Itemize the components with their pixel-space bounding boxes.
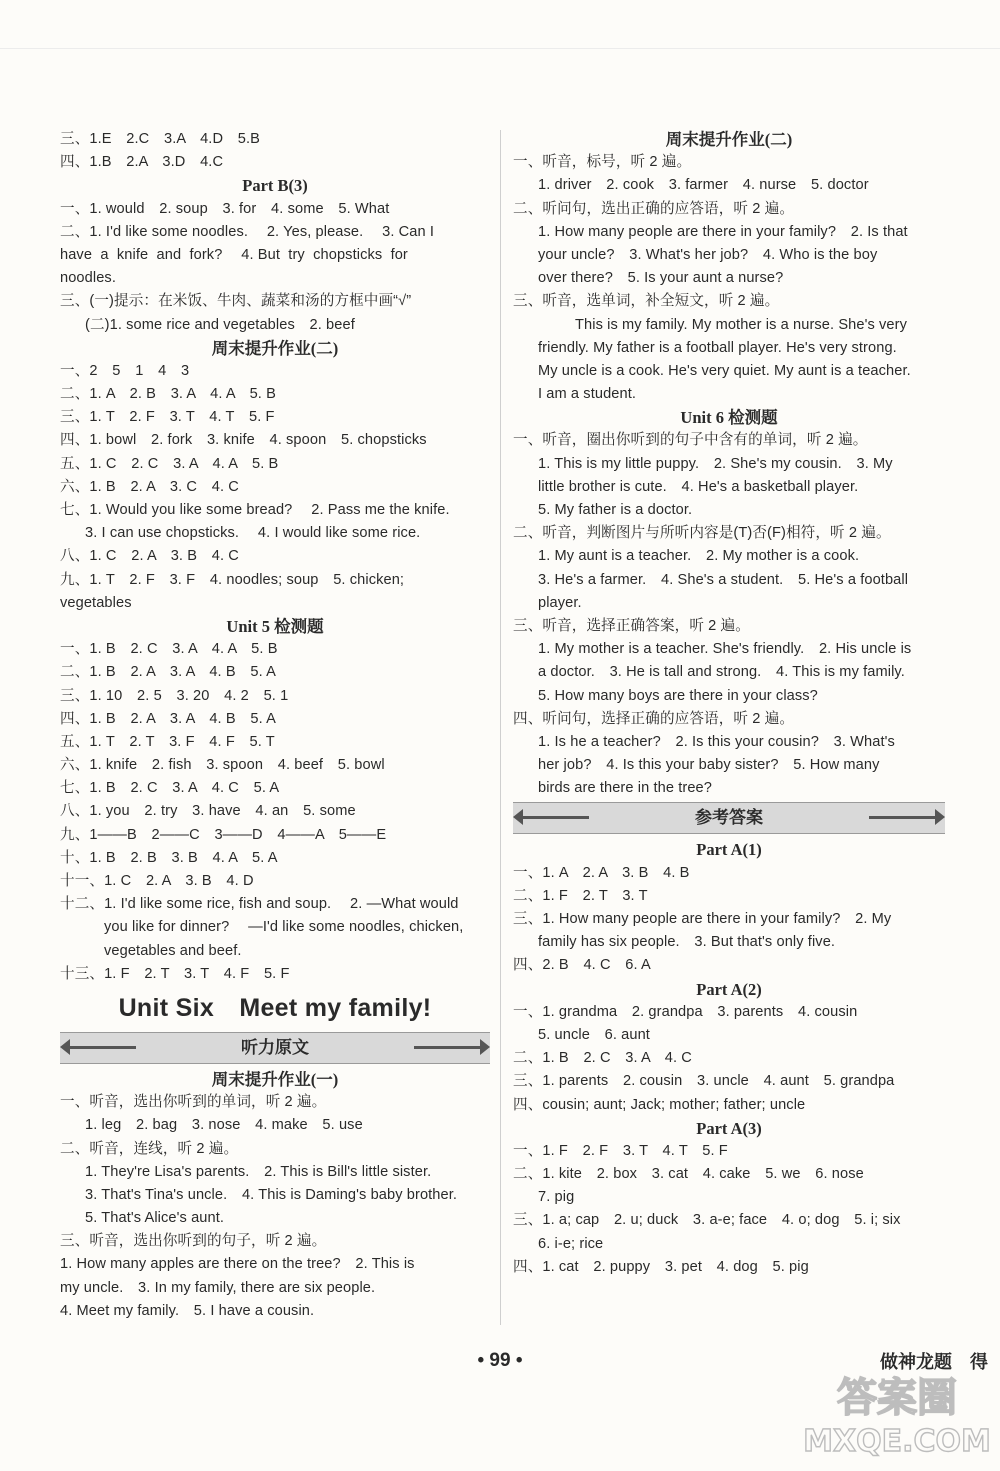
answer-line: 5. How many boys are there in your class? — [538, 687, 818, 704]
answer-line: 八、1. C 2. A 3. B 4. C — [60, 548, 239, 565]
section-heading: 周末提升作业(二) — [665, 130, 793, 149]
answer-line: 十三、1. F 2. T 3. T 4. F 5. F — [60, 965, 290, 982]
answer-line: (二)1. some rice and vegetables 2. beef — [85, 316, 355, 333]
banner-title: 参考答案 — [695, 808, 763, 828]
answer-line: 4. Meet my family. 5. I have a cousin. — [60, 1302, 315, 1319]
answer-line: 一、1. F 2. F 3. T 4. T 5. F — [513, 1142, 728, 1159]
answer-line: 一、听音，标号，听 2 遍。 — [513, 154, 692, 171]
section-heading: Part A(1) — [696, 840, 762, 860]
answer-line: 二、听问句，选出正确的应答语，听 2 遍。 — [513, 200, 795, 217]
left-column — [60, 128, 490, 1323]
answer-line: 四、听问句，选择正确的应答语，听 2 遍。 — [513, 710, 795, 727]
answer-line: 1. My aunt is a teacher. 2. My mother is a cook. — [538, 548, 860, 565]
answer-line: 1. leg 2. bag 3. nose 4. make 5. use — [85, 1117, 363, 1134]
section-banner — [60, 1032, 490, 1064]
answer-line: 六、1. B 2. A 3. C 4. C — [60, 478, 239, 495]
answer-line: 1. driver 2. cook 3. farmer 4. nurse 5. doctor — [538, 177, 869, 194]
answer-line: 七、1. B 2. C 3. A 4. C 5. A — [60, 780, 280, 797]
answer-line: 7. pig — [538, 1189, 575, 1206]
answer-line: 八、1. you 2. try 3. have 4. an 5. some — [60, 803, 356, 820]
answer-line: noodles. — [60, 270, 116, 287]
answer-line: 3. That's Tina's uncle. 4. This is Daming's baby brother. — [85, 1186, 458, 1203]
section-heading: Part B(3) — [242, 176, 308, 196]
answer-line: 十二、1. I'd like some rice, fish and soup. 2. —What would — [60, 896, 459, 913]
answer-line: My uncle is a cook. He's very quiet. My aunt is a teacher. — [538, 362, 911, 379]
answer-line: a doctor. 3. He is tall and strong. 4. This is my family. — [538, 664, 905, 681]
top-rule — [0, 48, 1000, 49]
answer-line: 1. They're Lisa's parents. 2. This is Bill's little sister. — [85, 1163, 432, 1180]
answer-line: over there? 5. Is your aunt a nurse? — [538, 270, 784, 287]
watermark-text-cn: 答案圈 — [837, 1375, 957, 1421]
section-heading: Part A(3) — [696, 1118, 762, 1138]
answer-line: 1. How many apples are there on the tree? 2. This is — [60, 1256, 415, 1273]
answer-line: family has six people. 3. But that's only five. — [538, 934, 836, 951]
section-heading: Unit 5 检测题 — [226, 616, 324, 636]
answer-line: 一、1. A 2. A 3. B 4. B — [513, 864, 690, 881]
section-heading: 周末提升作业(一) — [211, 1069, 339, 1089]
column-divider — [500, 130, 501, 1325]
answer-line: you like for dinner? —I'd like some noodles, chicken, — [104, 919, 464, 936]
answer-line: 九、1——B 2——C 3——D 4——A 5——E — [60, 826, 387, 843]
answer-line: 三、1.E 2.C 3.A 4.D 5.B — [60, 131, 260, 147]
answer-line: 二、1. B 2. C 3. A 4. C — [513, 1050, 692, 1067]
answer-line: 二、1. A 2. B 3. A 4. A 5. B — [60, 386, 276, 403]
answer-line: 一、1. would 2. soup 3. for 4. some 5. What — [60, 200, 390, 217]
answer-line: 三、1. How many people are there in your family? 2. My — [513, 911, 892, 927]
answer-line: 四、1.B 2.A 3.D 4.C — [60, 154, 224, 171]
answer-line: 6. i-e; rice — [538, 1235, 604, 1252]
answer-line: vegetables — [60, 594, 132, 611]
answer-line: 四、2. B 4. C 6. A — [513, 957, 651, 974]
answer-line: 四、1. bowl 2. fork 3. knife 4. spoon 5. chopsticks — [60, 432, 427, 449]
answer-line: player. — [538, 594, 582, 611]
answer-line: 一、听音，圈出你听到的句子中含有的单词，听 2 遍。 — [513, 432, 868, 449]
answer-line: 1. This is my little puppy. 2. She's my cousin. 3. My — [538, 455, 893, 472]
answer-line: 二、1. kite 2. box 3. cat 4. cake 5. we 6. nose — [513, 1166, 864, 1183]
answer-line: 一、1. B 2. C 3. A 4. A 5. B — [60, 641, 278, 658]
answer-line: 三、(一)提示：在米饭、牛肉、蔬菜和汤的方框中画“√” — [60, 293, 412, 310]
answer-line: 1. Is he a teacher? 2. Is this your cousin? 3. What's — [538, 733, 895, 750]
answer-line: 四、cousin; aunt; Jack; mother; father; uncle — [513, 1096, 806, 1113]
answer-line: 二、听音，判断图片与所听内容是(T)否(F)相符，听 2 遍。 — [513, 525, 891, 542]
right-column — [513, 128, 945, 1279]
answer-line: my uncle. 3. In my family, there are six people. — [60, 1279, 376, 1296]
answer-line: 五、1. C 2. C 3. A 4. A 5. B — [60, 455, 279, 472]
answer-line: 九、1. T 2. F 3. F 4. noodles; soup 5. chicken; — [60, 571, 405, 588]
answer-line: 3. I can use chopsticks. 4. I would like some rice. — [85, 525, 421, 542]
answer-line: 七、1. Would you like some bread? 2. Pass me the knife. — [60, 502, 450, 518]
answer-line: 1. How many people are there in your family? 2. Is that — [538, 223, 908, 240]
section-banner — [513, 802, 945, 834]
answer-line: 一、2 5 1 4 3 — [60, 362, 190, 379]
answer-line: 五、1. T 2. T 3. F 4. F 5. T — [60, 733, 275, 750]
answer-line: 一、1. grandma 2. grandpa 3. parents 4. cousin — [513, 1003, 858, 1020]
answer-line: 三、1. parents 2. cousin 3. uncle 4. aunt 5. grandpa — [513, 1073, 895, 1090]
answer-line: 三、1. T 2. F 3. T 4. T 5. F — [60, 409, 275, 426]
answer-line: 一、听音，选出你听到的单词，听 2 遍。 — [60, 1094, 327, 1111]
answer-line: 三、听音，选择正确答案，听 2 遍。 — [513, 617, 750, 634]
answer-line: friendly. My father is a football player. He's very strong. — [538, 339, 897, 356]
answer-line: This is my family. My mother is a nurse. She's very — [575, 316, 907, 333]
answer-line: 1. My mother is a teacher. She's friendly. 2. His uncle is — [538, 641, 912, 658]
answer-line: have a knife and fork? 4. But try chopsticks for — [60, 246, 408, 263]
answer-line: 5. uncle 6. aunt — [538, 1026, 650, 1043]
answer-line: 三、1. a; cap 2. u; duck 3. a-e; face 4. o; dog 5. i; six — [513, 1212, 901, 1229]
answer-line: 三、听音，选出你听到的句子，听 2 遍。 — [60, 1233, 327, 1250]
answer-line: 5. My father is a doctor. — [538, 502, 693, 518]
answer-line: her job? 4. Is this your baby sister? 5. How many — [538, 757, 880, 774]
answer-line: 5. That's Alice's aunt. — [85, 1210, 225, 1227]
answer-line: 二、1. B 2. A 3. A 4. B 5. A — [60, 664, 276, 681]
answer-line: 二、1. I'd like some noodles. 2. Yes, please. 3. Can I — [60, 223, 435, 240]
watermark-logo — [802, 1363, 992, 1463]
banner-title: 听力原文 — [241, 1037, 309, 1057]
unit-title: Unit Six Meet my family! — [118, 993, 432, 1022]
answer-line: your uncle? 3. What's her job? 4. Who is the boy — [538, 246, 878, 263]
answer-line: I am a student. — [538, 386, 637, 403]
answer-line: 四、1. B 2. A 3. A 4. B 5. A — [60, 710, 276, 727]
answer-line: 3. He's a farmer. 4. She's a student. 5. He's a football — [538, 571, 909, 588]
footer-brand: 做神龙题 得 — [880, 1352, 988, 1372]
answer-line: vegetables and beef. — [104, 942, 242, 959]
watermark-text-en: MXQE.COM — [803, 1424, 991, 1459]
answer-line: 二、听音，连线，听 2 遍。 — [60, 1140, 239, 1157]
answer-line: 三、听音，选单词，补全短文，听 2 遍。 — [513, 293, 780, 310]
answer-line: little brother is cute. 4. He's a basketball player. — [538, 478, 859, 495]
page-number: • 99 • — [477, 1350, 523, 1371]
section-heading: 周末提升作业(二) — [211, 338, 339, 358]
answer-line: birds are there in the tree? — [538, 780, 712, 797]
answer-line: 六、1. knife 2. fish 3. spoon 4. beef 5. bowl — [60, 757, 385, 774]
answer-line: 四、1. cat 2. puppy 3. pet 4. dog 5. pig — [513, 1258, 809, 1275]
answer-line: 十一、1. C 2. A 3. B 4. D — [60, 873, 254, 889]
section-heading: Unit 6 检测题 — [680, 408, 778, 428]
answer-line: 二、1. F 2. T 3. T — [513, 887, 648, 904]
section-heading: Part A(2) — [696, 979, 762, 999]
answer-line: 十、1. B 2. B 3. B 4. A 5. A — [60, 849, 278, 866]
answer-line: 三、1. 10 2. 5 3. 20 4. 2 5. 1 — [60, 687, 289, 704]
